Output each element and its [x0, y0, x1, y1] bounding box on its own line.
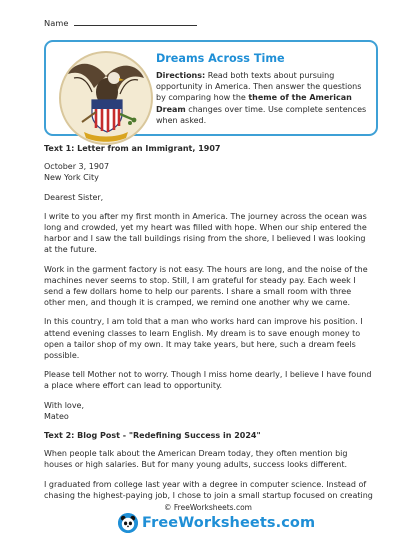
panda-icon — [118, 513, 138, 533]
footer-logo — [118, 513, 315, 533]
blog-paragraph: I graduated from college last year with a degree in computer science. Instead of chasing the highest-paying job, I chose to join a small startup focused on creating — [44, 479, 373, 500]
letter-closing: With love, — [44, 400, 85, 410]
letter-paragraph: In this country, I am told that a man who works hard can improve his position. I attend evening classes to learn English. My dream is to save enough money to open a tailor shop of my own. It may take years, but here, such a dream feels possible. — [44, 317, 363, 361]
directions — [156, 70, 370, 126]
footer-copyright: © FreeWorksheets.com — [164, 503, 252, 512]
letter-paragraph: I write to you after my first month in America. The journey across the ocean was long and crowded, yet my heart was filled with hope. When our ship entered the harbor and I saw the tall buildings rising from the shore, I believed I was looking at the future. — [44, 211, 367, 255]
letter-signature: Mateo — [44, 411, 69, 421]
name-line[interactable] — [74, 18, 197, 26]
directions-text-2: changes over time. Use complete sentences when asked. — [156, 104, 367, 125]
eagle-shield-icon — [56, 48, 156, 148]
directions-text-1: Read both texts about pursuing opportunity in America. Then answer the questions by comparing how the — [156, 71, 362, 103]
letter-paragraph: Work in the garment factory is not easy. The hours are long, and the noise of the machines never seems to stop. Still, I am grateful for steady pay. Each week I send a few dollars home to help our parents. I share a small room with three other men, and though it is cramped, we remind one another why we came. — [44, 264, 368, 308]
name-label: Name — [44, 18, 69, 28]
worksheet-title: Dreams Across Time — [156, 52, 285, 65]
blog-paragraph: When people talk about the American Dream today, they often mention big houses or high salaries. But for many young adults, success looks different. — [44, 449, 348, 470]
letter-date: October 3, 1907 — [44, 162, 110, 172]
letter-greeting: Dearest Sister, — [44, 192, 104, 202]
letter-paragraph: Please tell Mother not to worry. Though I miss home dearly, I believe I have found a place where effort can lead to opportunity. — [44, 370, 372, 391]
reading-passages — [44, 143, 374, 509]
logo-text: FreeWorksheets.com — [142, 515, 316, 531]
directions-label: Directions: — [156, 71, 206, 80]
text2-heading: Text 2: Blog Post - "Redefining Success in 2024" — [44, 431, 261, 441]
text1-heading: Text 1: Letter from an Immigrant, 1907 — [44, 144, 221, 153]
letter-place: New York City — [44, 173, 99, 183]
directions-emphasis: theme of the American Dream — [156, 93, 352, 114]
name-field-row — [44, 18, 197, 28]
